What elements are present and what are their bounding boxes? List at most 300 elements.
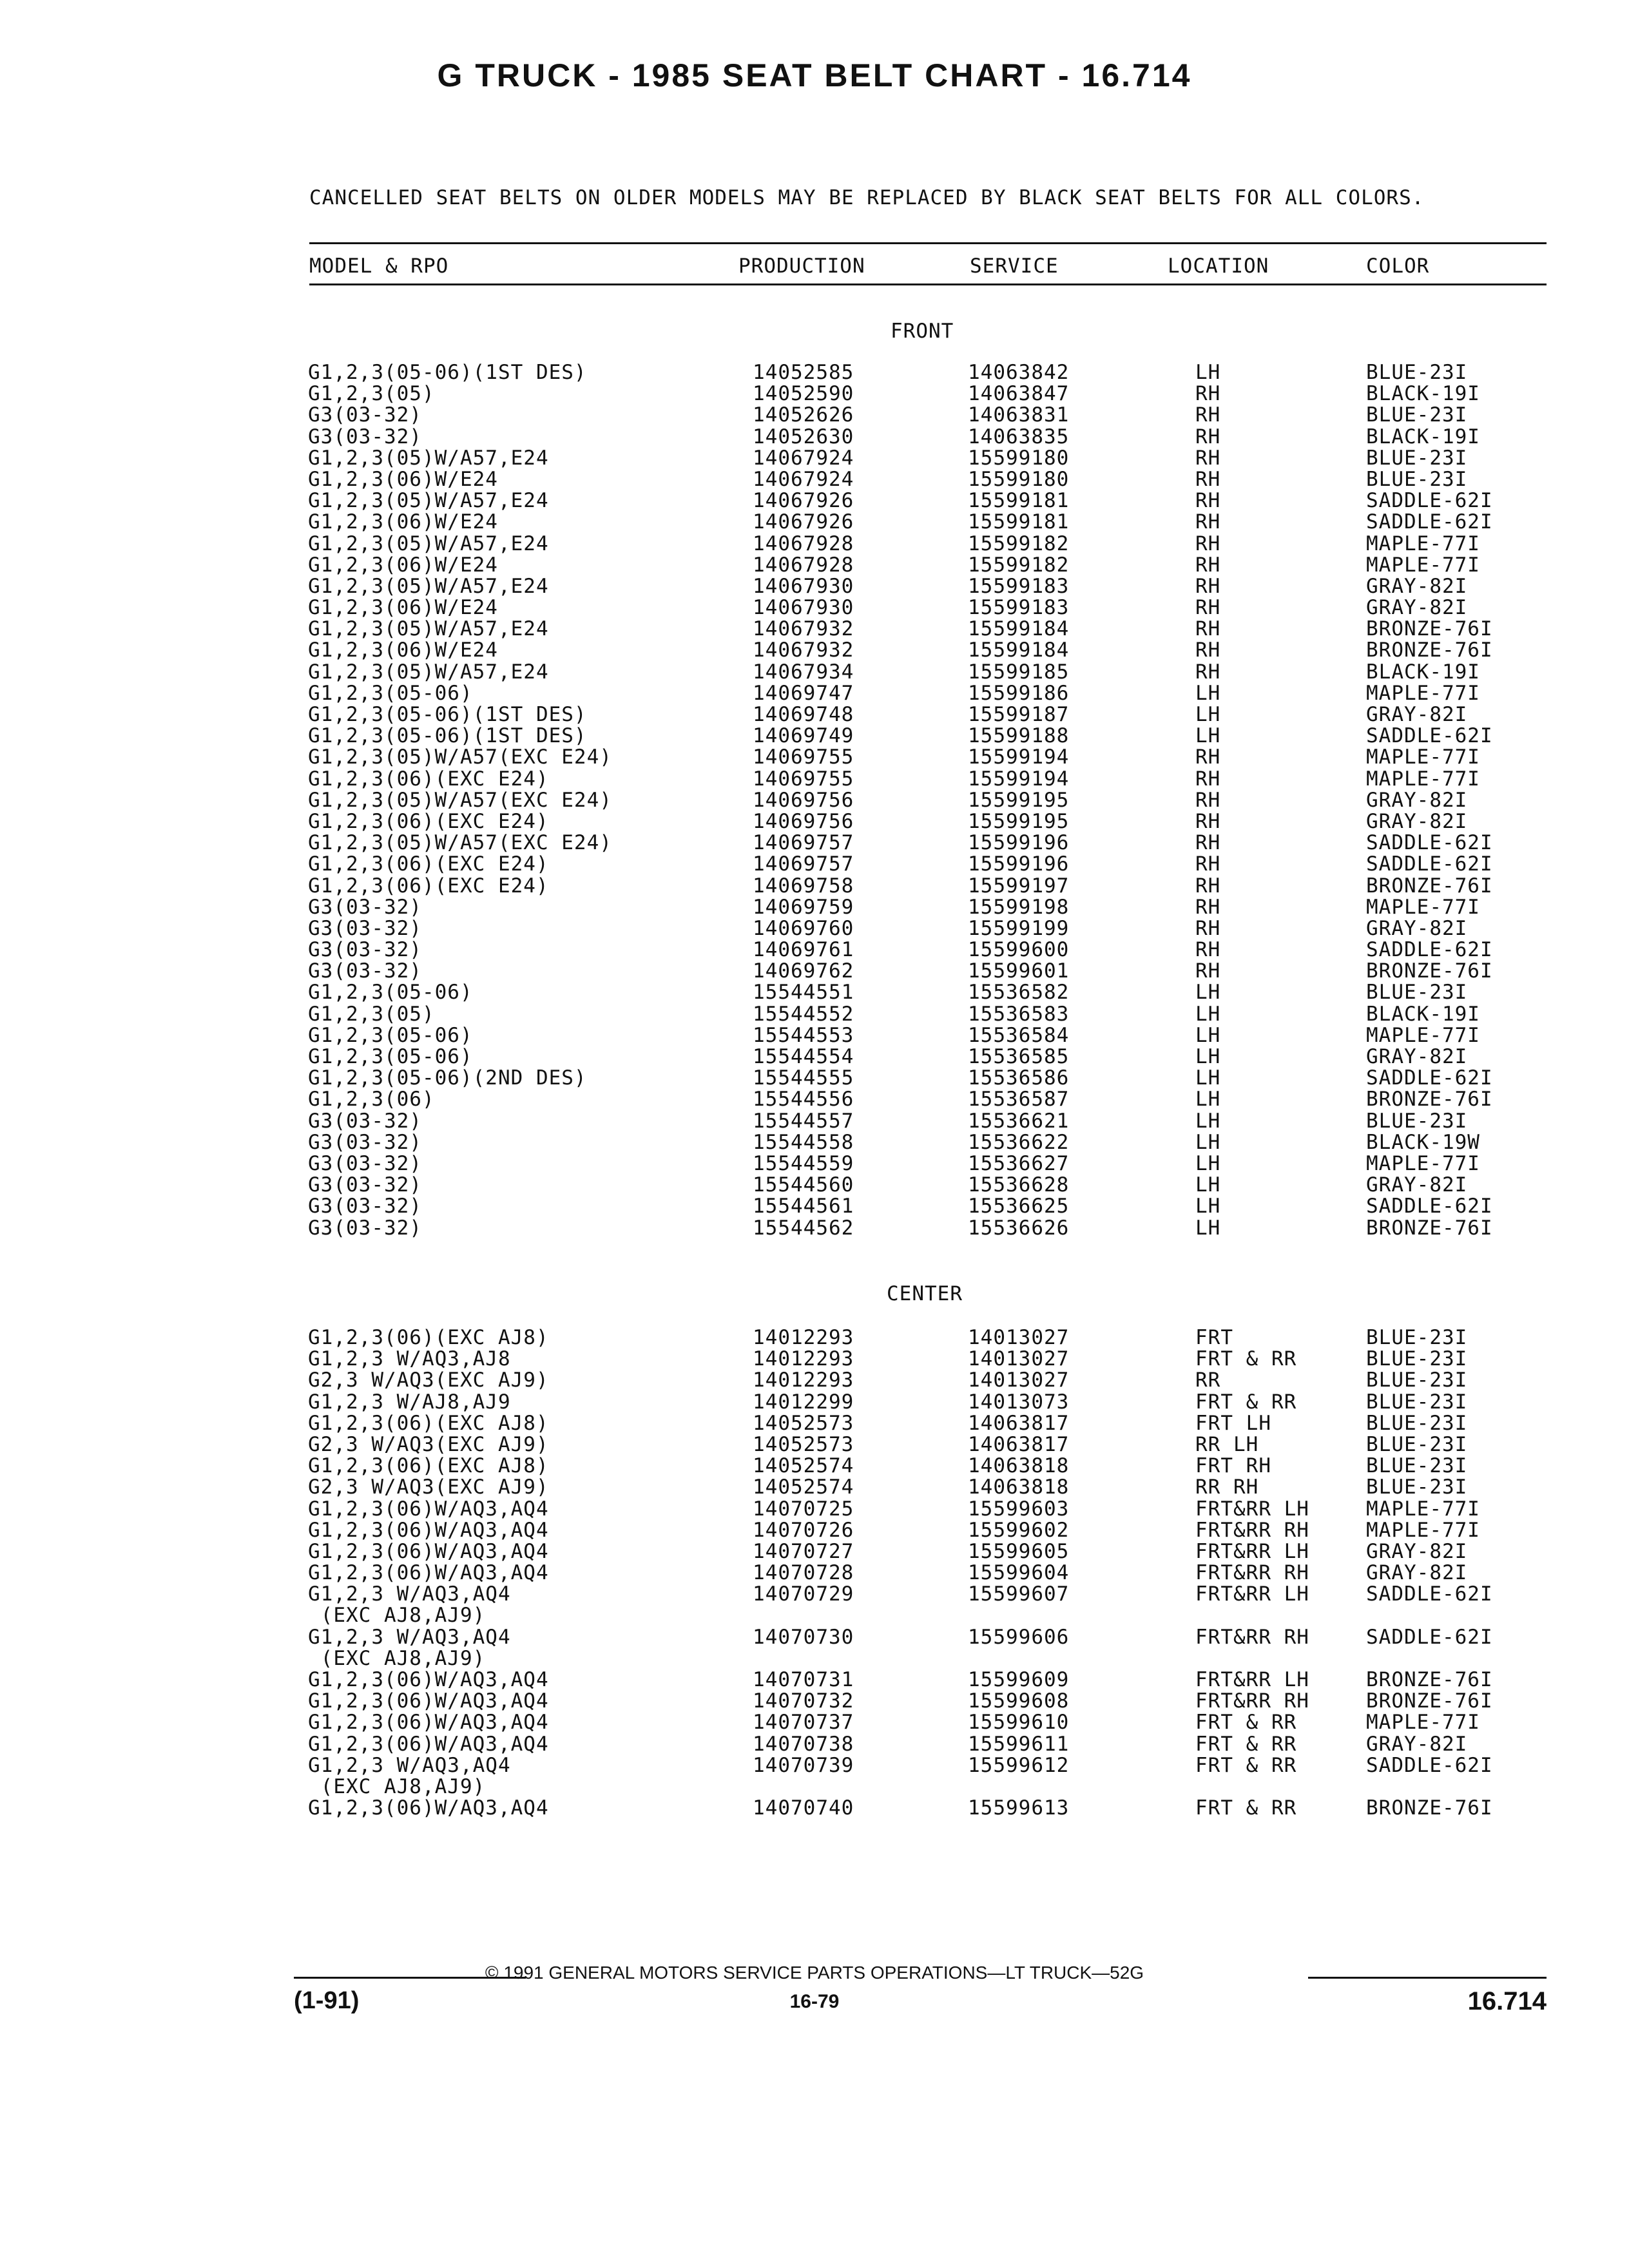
color-cell: GRAY-82I [1366,1173,1468,1197]
location-cell: FRT&RR RH [1195,1518,1309,1542]
service-cell: 14063835 [968,425,1070,448]
color-cell: BLUE-23I [1366,1454,1468,1478]
table-row [0,1798,1629,1819]
table-row [0,704,1629,726]
table-row [0,533,1629,555]
service-cell: 15536628 [968,1173,1070,1197]
production-cell: 15544554 [753,1045,854,1068]
model-rpo-cell: G1,2,3(06)(EXC E24) [308,809,549,833]
model-rpo-cell: G1,2,3(05)W/A57,E24 [308,489,549,513]
service-cell: 15599610 [968,1711,1070,1735]
header-bottom-rule [309,284,1547,285]
model-rpo-cell: G2,3 W/AQ3(EXC AJ9) [308,1432,549,1456]
color-cell: SADDLE-62I [1366,938,1493,962]
header-top-rule [309,242,1547,244]
location-cell: FRT&RR LH [1195,1582,1309,1606]
model-rpo-cell: G1,2,3 W/AQ3,AQ4 [308,1582,511,1606]
location-cell: LH [1195,724,1221,748]
service-cell: 15599600 [968,938,1070,962]
color-cell: MAPLE-77I [1366,1711,1480,1735]
location-cell: LH [1195,1045,1221,1068]
production-cell: 15544553 [753,1023,854,1047]
location-cell: RH [1195,617,1221,641]
model-rpo-cell: G3(03-32) [308,1195,422,1218]
production-cell: 14052574 [753,1475,854,1499]
color-cell: BLUE-23I [1366,1347,1468,1371]
table-row [0,662,1629,683]
production-cell: 14052573 [753,1432,854,1456]
table-row [0,876,1629,897]
service-cell: 15599188 [968,724,1070,748]
location-cell: RH [1195,553,1221,577]
table-row [0,555,1629,576]
color-cell: GRAY-82I [1366,574,1468,598]
location-cell: RH [1195,425,1221,448]
color-cell: SADDLE-62I [1366,489,1493,513]
location-cell: RH [1195,660,1221,684]
location-cell: LH [1195,1023,1221,1047]
table-row [0,1349,1629,1370]
location-cell: FRT & RR [1195,1796,1297,1820]
location-cell: LH [1195,681,1221,705]
service-cell: 14063847 [968,382,1070,406]
table-row [0,832,1629,854]
production-cell: 14012293 [753,1369,854,1392]
color-cell: SADDLE-62I [1366,1625,1493,1649]
production-cell: 14067928 [753,553,854,577]
location-cell: RH [1195,745,1221,769]
color-cell: GRAY-82I [1366,1561,1468,1585]
service-cell: 15599603 [968,1497,1070,1521]
location-cell: LH [1195,1088,1221,1111]
service-cell: 15599195 [968,788,1070,812]
color-cell: MAPLE-77I [1366,767,1480,791]
table-row [0,640,1629,661]
model-rpo-cell: G1,2,3(06)W/AQ3,AQ4 [308,1518,549,1542]
service-cell: 15536621 [968,1109,1070,1133]
model-rpo-cell: G1,2,3(06)W/E24 [308,553,498,577]
color-cell: GRAY-82I [1366,596,1468,620]
production-cell: 15544559 [753,1151,854,1175]
model-rpo-cell: G1,2,3(05-06) [308,1023,473,1047]
model-rpo-cell: G3(03-32) [308,1151,422,1175]
production-cell: 14052574 [753,1454,854,1478]
location-cell: FRT LH [1195,1411,1271,1435]
location-cell: LH [1195,1173,1221,1197]
model-rpo-cell: G1,2,3(05-06) [308,1045,473,1068]
service-cell: 15599196 [968,852,1070,876]
header-production: PRODUCTION [738,255,865,278]
table-row [0,854,1629,875]
model-rpo-cell: G3(03-32) [308,916,422,940]
table-row [0,1456,1629,1477]
color-cell: BLACK-19I [1366,1002,1480,1026]
model-rpo-cell: G2,3 W/AQ3(EXC AJ9) [308,1475,549,1499]
service-cell: 14013027 [968,1369,1070,1392]
service-cell: 14013073 [968,1390,1070,1414]
table-row [0,576,1629,597]
service-cell: 15599613 [968,1796,1070,1820]
production-cell: 14052630 [753,425,854,448]
color-cell: BLUE-23I [1366,361,1468,384]
table-row [0,1627,1629,1648]
color-cell: BRONZE-76I [1366,617,1493,641]
production-cell: 14069755 [753,767,854,791]
service-cell: 15599602 [968,1518,1070,1542]
model-rpo-cell: G1,2,3(05) [308,382,435,406]
service-cell: 15599604 [968,1561,1070,1585]
service-cell: 15599180 [968,467,1070,491]
production-cell: 14052573 [753,1411,854,1435]
location-cell: RH [1195,959,1221,983]
color-cell: BRONZE-76I [1366,1796,1493,1820]
service-cell: 15599185 [968,660,1070,684]
model-rpo-cell: G1,2,3(05-06) [308,681,473,705]
production-cell: 15544551 [753,981,854,1004]
production-cell: 14067926 [753,510,854,534]
location-cell: RH [1195,895,1221,919]
table-row [0,982,1629,1003]
production-cell: 14069748 [753,703,854,726]
model-rpo-cell: G1,2,3(06)W/AQ3,AQ4 [308,1689,549,1713]
production-cell: 14067932 [753,639,854,662]
production-cell: 14069761 [753,938,854,962]
table-row [0,1584,1629,1605]
production-cell: 15544558 [753,1130,854,1154]
service-cell: 15536625 [968,1195,1070,1218]
table-row [0,362,1629,383]
location-cell: LH [1195,1109,1221,1133]
location-cell: FRT & RR [1195,1753,1297,1777]
color-cell: SADDLE-62I [1366,831,1493,855]
service-cell: 15599184 [968,617,1070,641]
model-rpo-cell: G1,2,3 W/AJ8,AJ9 [308,1390,511,1414]
color-cell: SADDLE-62I [1366,724,1493,748]
production-cell: 14070731 [753,1668,854,1691]
table-row [0,1477,1629,1498]
page-number: 16-79 [789,1991,840,2012]
color-cell: BLACK-19W [1366,1130,1480,1154]
color-cell: GRAY-82I [1366,703,1468,726]
model-rpo-cell: G1,2,3 W/AQ3,AQ4 [308,1753,511,1777]
location-cell: LH [1195,981,1221,1004]
service-cell: 15599606 [968,1625,1070,1649]
location-cell: RH [1195,403,1221,427]
location-cell: FRT&RR RH [1195,1625,1309,1649]
production-cell: 14070729 [753,1582,854,1606]
table-row [0,1499,1629,1520]
table-row [0,1691,1629,1712]
section-number: 16.714 [1467,1987,1547,2015]
table-row [0,1434,1629,1456]
production-cell: 14069749 [753,724,854,748]
model-rpo-cell: G1,2,3(05)W/A57(EXC E24) [308,788,612,812]
service-cell: 15599187 [968,703,1070,726]
color-cell: BRONZE-76I [1366,1668,1493,1691]
center-table [0,1327,1629,1819]
table-row [0,1605,1629,1626]
header-model: MODEL & RPO [309,255,449,278]
production-cell: 14069762 [753,959,854,983]
service-cell: 15599198 [968,895,1070,919]
location-cell: FRT & RR [1195,1711,1297,1735]
color-cell: BRONZE-76I [1366,1689,1493,1713]
table-row [0,1734,1629,1755]
location-cell: RR RH [1195,1475,1259,1499]
front-table [0,362,1629,1239]
model-rpo-cell: G3(03-32) [308,425,422,448]
table-row [0,747,1629,768]
model-rpo-cell: G1,2,3(05-06)(1ST DES) [308,361,587,384]
location-cell: RH [1195,382,1221,406]
table-row [0,790,1629,811]
production-cell: 14069758 [753,874,854,898]
location-cell: LH [1195,1130,1221,1154]
location-cell: RH [1195,639,1221,662]
model-rpo-cell: G3(03-32) [308,1216,422,1240]
location-cell: LH [1195,703,1221,726]
table-row [0,1046,1629,1068]
color-cell: BLACK-19I [1366,425,1480,448]
color-cell: BLUE-23I [1366,1411,1468,1435]
color-cell: SADDLE-62I [1366,1582,1493,1606]
table-row [0,1196,1629,1217]
service-cell: 15599180 [968,446,1070,470]
service-cell: 14063831 [968,403,1070,427]
table-row [0,1413,1629,1434]
model-rpo-cell: G1,2,3(06)W/AQ3,AQ4 [308,1561,549,1585]
header-service: SERVICE [970,255,1059,278]
location-cell: RH [1195,532,1221,555]
production-cell: 14067930 [753,574,854,598]
production-cell: 14069747 [753,681,854,705]
color-cell: MAPLE-77I [1366,1151,1480,1175]
table-row [0,597,1629,619]
section-label-center: CENTER [887,1282,963,1305]
production-cell: 14067924 [753,467,854,491]
service-cell: 14063817 [968,1432,1070,1456]
table-row [0,1392,1629,1413]
model-rpo-cell: G1,2,3(06)W/AQ3,AQ4 [308,1668,549,1691]
service-cell: 15599608 [968,1689,1070,1713]
model-rpo-cell: G1,2,3(06)W/E24 [308,510,498,534]
table-row [0,469,1629,490]
model-rpo-cell: G1,2,3(06)W/AQ3,AQ4 [308,1796,549,1820]
production-cell: 14069755 [753,745,854,769]
service-cell: 15599612 [968,1753,1070,1777]
production-cell: 15544562 [753,1216,854,1240]
production-cell: 14070739 [753,1753,854,1777]
service-cell: 14013027 [968,1347,1070,1371]
model-rpo-cell: G1,2,3(05-06)(2ND DES) [308,1066,587,1090]
service-cell: 15599184 [968,639,1070,662]
service-cell: 15599607 [968,1582,1070,1606]
service-cell: 15536626 [968,1216,1070,1240]
service-cell: 15599183 [968,596,1070,620]
service-cell: 15536582 [968,981,1070,1004]
location-cell: FRT & RR [1195,1390,1297,1414]
production-cell: 14052626 [753,403,854,427]
model-rpo-cell: G3(03-32) [308,895,422,919]
color-cell: BLACK-19I [1366,382,1480,406]
production-cell: 14069757 [753,852,854,876]
color-cell: BRONZE-76I [1366,639,1493,662]
location-cell: RR LH [1195,1432,1259,1456]
location-cell: LH [1195,1151,1221,1175]
color-cell: MAPLE-77I [1366,895,1480,919]
table-row [0,1648,1629,1669]
color-cell: BRONZE-76I [1366,874,1493,898]
location-cell: FRT & RR [1195,1347,1297,1371]
production-cell: 14070725 [753,1497,854,1521]
model-rpo-cell: G1,2,3(06)W/AQ3,AQ4 [308,1732,549,1756]
table-row [0,1218,1629,1239]
table-row [0,1370,1629,1391]
service-cell: 15599194 [968,767,1070,791]
model-rpo-cell: G1,2,3(06)W/AQ3,AQ4 [308,1497,549,1521]
model-rpo-cell: G3(03-32) [308,403,422,427]
page-title: G TRUCK - 1985 SEAT BELT CHART - 16.714 [437,57,1192,93]
color-cell: SADDLE-62I [1366,852,1493,876]
table-row [0,1111,1629,1132]
service-cell: 15536622 [968,1130,1070,1154]
production-cell: 14067934 [753,660,854,684]
model-rpo-cell: G1,2,3(05)W/A57(EXC E24) [308,831,612,855]
table-row [0,683,1629,704]
table-row [0,1025,1629,1046]
table-row [0,427,1629,448]
location-cell: FRT&RR LH [1195,1539,1309,1563]
location-cell: RH [1195,788,1221,812]
model-rpo-cell: G1,2,3(06)(EXC AJ8) [308,1411,549,1435]
location-cell: RH [1195,767,1221,791]
color-cell: BLUE-23I [1366,446,1468,470]
production-cell: 15544555 [753,1066,854,1090]
color-cell: BLUE-23I [1366,1109,1468,1133]
location-cell: RH [1195,446,1221,470]
production-cell: 14052585 [753,361,854,384]
location-cell: FRT&RR RH [1195,1561,1309,1585]
production-cell: 15544552 [753,1002,854,1026]
table-row [0,1068,1629,1089]
location-cell: FRT [1195,1326,1233,1349]
model-rpo-cell: G1,2,3(06) [308,1088,435,1111]
model-rpo-cell: G1,2,3(05-06) [308,981,473,1004]
service-cell: 14013027 [968,1326,1070,1349]
location-cell: RH [1195,809,1221,833]
model-rpo-cell: G1,2,3(06)(EXC AJ8) [308,1454,549,1478]
service-cell: 15599181 [968,489,1070,513]
color-cell: BLUE-23I [1366,467,1468,491]
color-cell: SADDLE-62I [1366,1195,1493,1218]
replacement-note: CANCELLED SEAT BELTS ON OLDER MODELS MAY BE REPLACED BY BLACK SEAT BELTS FOR ALL COLORS. [309,186,1425,209]
service-cell: 15536585 [968,1045,1070,1068]
section-label-front: FRONT [891,320,954,343]
color-cell: MAPLE-77I [1366,1518,1480,1542]
table-row [0,490,1629,512]
model-rpo-cell: G3(03-32) [308,1109,422,1133]
model-rpo-cell: G1,2,3 W/AQ3,AJ8 [308,1347,511,1371]
table-row [0,512,1629,533]
production-cell: 14069759 [753,895,854,919]
model-rpo-cell: G1,2,3(06)(EXC E24) [308,767,549,791]
service-cell: 15536587 [968,1088,1070,1111]
copyright-text: © 1991 GENERAL MOTORS SERVICE PARTS OPERATIONS—LT TRUCK—52G [485,1963,1144,1983]
production-cell: 14070732 [753,1689,854,1713]
service-cell: 15536583 [968,1002,1070,1026]
table-row [0,1175,1629,1196]
color-cell: BLUE-23I [1366,1390,1468,1414]
table-row [0,961,1629,982]
model-rpo-cell: G1,2,3(05) [308,1002,435,1026]
model-rpo-cell: G1,2,3(05)W/A57,E24 [308,532,549,555]
footer-rule-right [1308,1977,1547,1979]
table-row [0,1132,1629,1153]
model-rpo-cell: (EXC AJ8,AJ9) [308,1774,486,1798]
production-cell: 15544557 [753,1109,854,1133]
production-cell: 14067930 [753,596,854,620]
header-color: COLOR [1366,255,1430,278]
service-cell: 15599197 [968,874,1070,898]
location-cell: RH [1195,916,1221,940]
table-row [0,1153,1629,1175]
model-rpo-cell: G1,2,3(06)(EXC E24) [308,874,549,898]
service-cell: 15599196 [968,831,1070,855]
location-cell: RH [1195,874,1221,898]
color-cell: MAPLE-77I [1366,681,1480,705]
model-rpo-cell: G1,2,3(06)(EXC E24) [308,852,549,876]
production-cell: 14070728 [753,1561,854,1585]
service-cell: 15536586 [968,1066,1070,1090]
location-cell: RH [1195,831,1221,855]
model-rpo-cell: G1,2,3(05)W/A57,E24 [308,660,549,684]
production-cell: 15544556 [753,1088,854,1111]
production-cell: 14067924 [753,446,854,470]
service-cell: 15599194 [968,745,1070,769]
color-cell: SADDLE-62I [1366,1753,1493,1777]
model-rpo-cell: G3(03-32) [308,1130,422,1154]
table-row [0,1541,1629,1562]
production-cell: 15544560 [753,1173,854,1197]
production-cell: 14052590 [753,382,854,406]
service-cell: 14063842 [968,361,1070,384]
service-cell: 15599182 [968,532,1070,555]
color-cell: BLUE-23I [1366,1432,1468,1456]
model-rpo-cell: (EXC AJ8,AJ9) [308,1646,486,1670]
service-cell: 14063818 [968,1475,1070,1499]
header-location: LOCATION [1168,255,1269,278]
color-cell: SADDLE-62I [1366,510,1493,534]
table-row [0,1327,1629,1349]
color-cell: GRAY-82I [1366,788,1468,812]
location-cell: FRT RH [1195,1454,1271,1478]
production-cell: 15544561 [753,1195,854,1218]
color-cell: MAPLE-77I [1366,745,1480,769]
color-cell: BRONZE-76I [1366,1088,1493,1111]
color-cell: BLUE-23I [1366,1475,1468,1499]
table-row [0,918,1629,939]
location-cell: FRT&RR RH [1195,1689,1309,1713]
model-rpo-cell: G2,3 W/AQ3(EXC AJ9) [308,1369,549,1392]
location-cell: RH [1195,510,1221,534]
production-cell: 14067928 [753,532,854,555]
location-cell: RH [1195,574,1221,598]
production-cell: 14069760 [753,916,854,940]
model-rpo-cell: G3(03-32) [308,1173,422,1197]
production-cell: 14070738 [753,1732,854,1756]
location-cell: RH [1195,852,1221,876]
color-cell: BRONZE-76I [1366,959,1493,983]
